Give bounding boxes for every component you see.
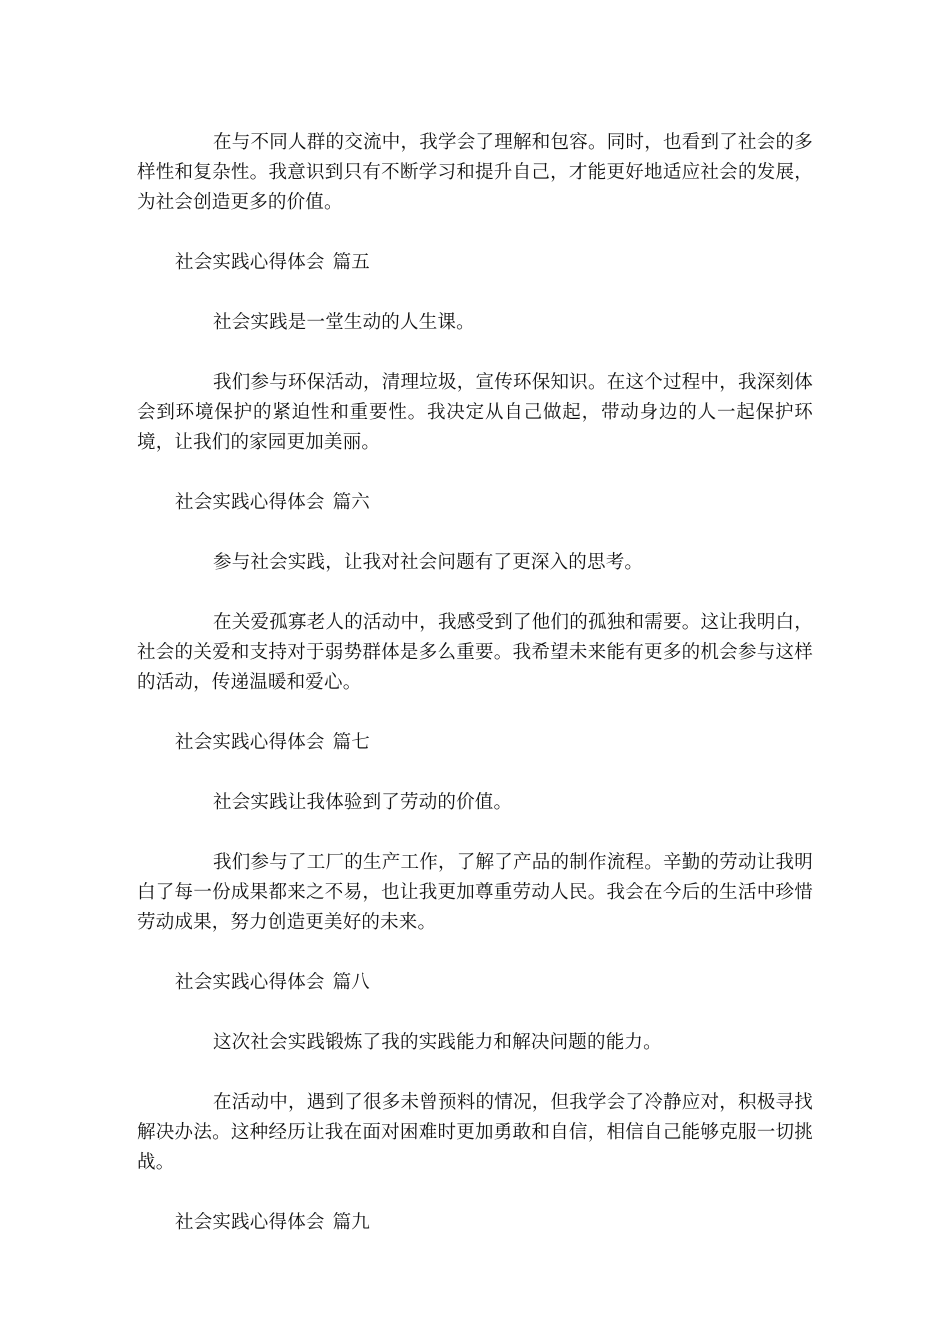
paragraph: 社会实践是一堂生动的人生课。 [213,312,475,333]
paragraph: 在关爱孤寡老人的活动中，我感受到了他们的孤独和需要。这让我明白，社会的关爱和支持对于弱势群体是多么重要。我希望未来能有更多的机会参与这样的活动，传递温暖和爱心。 [137,612,813,693]
heading-number: 篇五 [332,252,371,273]
paragraph: 社会实践让我体验到了劳动的价值。 [213,792,513,813]
paragraph: 在活动中，遇到了很多未曾预料的情况，但我学会了冷静应对，积极寻找解决办法。这种经历让我在面对困难时更加勇敢和自信，相信自己能够克服一切挑战。 [137,1092,813,1173]
section-heading [137,248,813,278]
heading-number: 篇六 [332,492,371,513]
heading-title: 社会实践心得体会 [175,252,325,273]
section-heading [137,488,813,518]
section-heading [137,728,813,758]
paragraph: 我们参与环保活动，清理垃圾，宣传环保知识。在这个过程中，我深刻体会到环境保护的紧迫性和重要性。我决定从自己做起，带动身边的人一起保护环境，让我们的家园更加美丽。 [137,372,813,453]
heading-title: 社会实践心得体会 [175,972,325,993]
document-page [137,128,813,1238]
heading-number: 篇七 [332,732,371,753]
section-heading [137,968,813,998]
heading-title: 社会实践心得体会 [175,732,325,753]
heading-title: 社会实践心得体会 [175,492,325,513]
heading-title: 社会实践心得体会 [175,1212,325,1233]
heading-number: 篇九 [332,1212,371,1233]
paragraph: 这次社会实践锻炼了我的实践能力和解决问题的能力。 [213,1032,662,1053]
paragraph: 参与社会实践，让我对社会问题有了更深入的思考。 [213,552,644,573]
heading-number: 篇八 [332,972,371,993]
section-heading [137,1208,813,1238]
paragraph: 在与不同人群的交流中，我学会了理解和包容。同时，也看到了社会的多样性和复杂性。我意识到只有不断学习和提升自己，才能更好地适应社会的发展，为社会创造更多的价值。 [137,132,813,213]
paragraph: 我们参与了工厂的生产工作，了解了产品的制作流程。辛勤的劳动让我明白了每一份成果都来之不易，也让我更加尊重劳动人民。我会在今后的生活中珍惜劳动成果，努力创造更美好的未来。 [137,852,813,933]
